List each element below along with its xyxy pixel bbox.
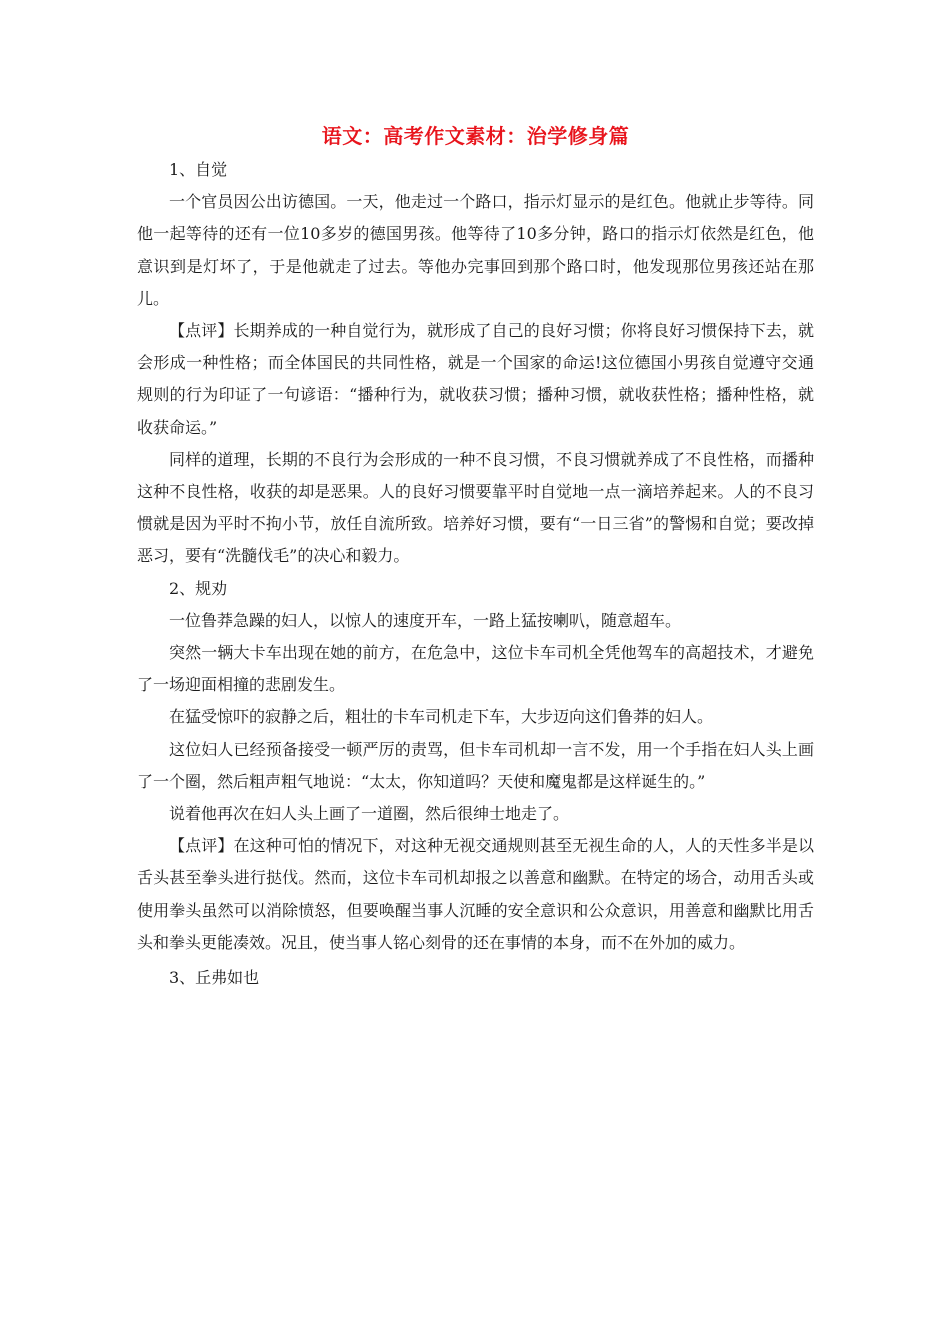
section-heading: 1、自觉 xyxy=(169,160,228,179)
section-heading: 2、规劝 xyxy=(169,578,228,598)
section-heading: 3、丘弗如也 xyxy=(169,968,260,988)
paragraph: 说着他再次在妇人头上画了一道圈，然后很绅士地走了。 xyxy=(169,804,570,824)
paragraph: 这位妇人已经预备接受一顿严厉的责骂，但卡车司机却一言不发，用一个手指在妇人头上画了一个圈，然后粗声粗气地说：“太太，你知道吗？天使和魔鬼都是这样诞生的。” xyxy=(137,739,814,791)
document-title: 语文：高考作文素材：治学修身篇 xyxy=(321,124,630,148)
comment-paragraph: 【点评】长期养成的一种自觉行为，就形成了自己的良好习惯；你将良好习惯保持下去，就会形成一种性格；而全体国民的共同性格，就是一个国家的命运!这位德国小男孩自觉遵守交通规则的行为印证了一句谚语：“播种行为，就收获习惯；播种习惯，就收获性格；播种性格，就收获命运。” xyxy=(137,321,814,437)
paragraph: 突然一辆大卡车出现在她的前方，在危急中，这位卡车司机全凭他驾车的高超技术，才避免了一场迎面相撞的悲剧发生。 xyxy=(137,643,814,695)
paragraph: 在猛受惊吓的寂静之后，粗壮的卡车司机走下车，大步迈向这们鲁莽的妇人。 xyxy=(169,707,714,727)
paragraph: 一位鲁莽急躁的妇人，以惊人的速度开车，一路上猛按喇叭，随意超车。 xyxy=(169,610,682,630)
paragraph: 一个官员因公出访德国。一天，他走过一个路口，指示灯显示的是红色。他就止步等待。同他一起等待的还有一位10多岁的德国男孩。他等待了10多分钟，路口的指示灯依然是红色，他意识到是灯坏了，于是他就走了过去。等他办完事回到那个路口时，他发现那位男孩还站在那儿。 xyxy=(137,192,814,308)
document-page xyxy=(137,118,814,994)
document-body xyxy=(137,154,814,994)
comment-paragraph: 【点评】在这种可怕的情况下，对这种无视交通规则甚至无视生命的人，人的天性多半是以舌头甚至拳头进行挞伐。然而，这位卡车司机却报之以善意和幽默。在特定的场合，动用舌头或使用拳头虽然可以消除愤怒，但要唤醒当事人沉睡的安全意识和公众意识，用善意和幽默比用舌头和拳头更能凑效。况且，使当事人铭心刻骨的还在事情的本身，而不在外加的威力。 xyxy=(137,836,814,952)
paragraph: 同样的道理，长期的不良行为会形成的一种不良习惯，不良习惯就养成了不良性格，而播种这种不良性格，收获的却是恶果。人的良好习惯要靠平时自觉地一点一滴培养起来。人的不良习惯就是因为平时不拘小节，放任自流所致。培养好习惯，要有“一日三省”的警惕和自觉；要改掉恶习，要有“洗髓伐毛”的决心和毅力。 xyxy=(137,449,814,566)
